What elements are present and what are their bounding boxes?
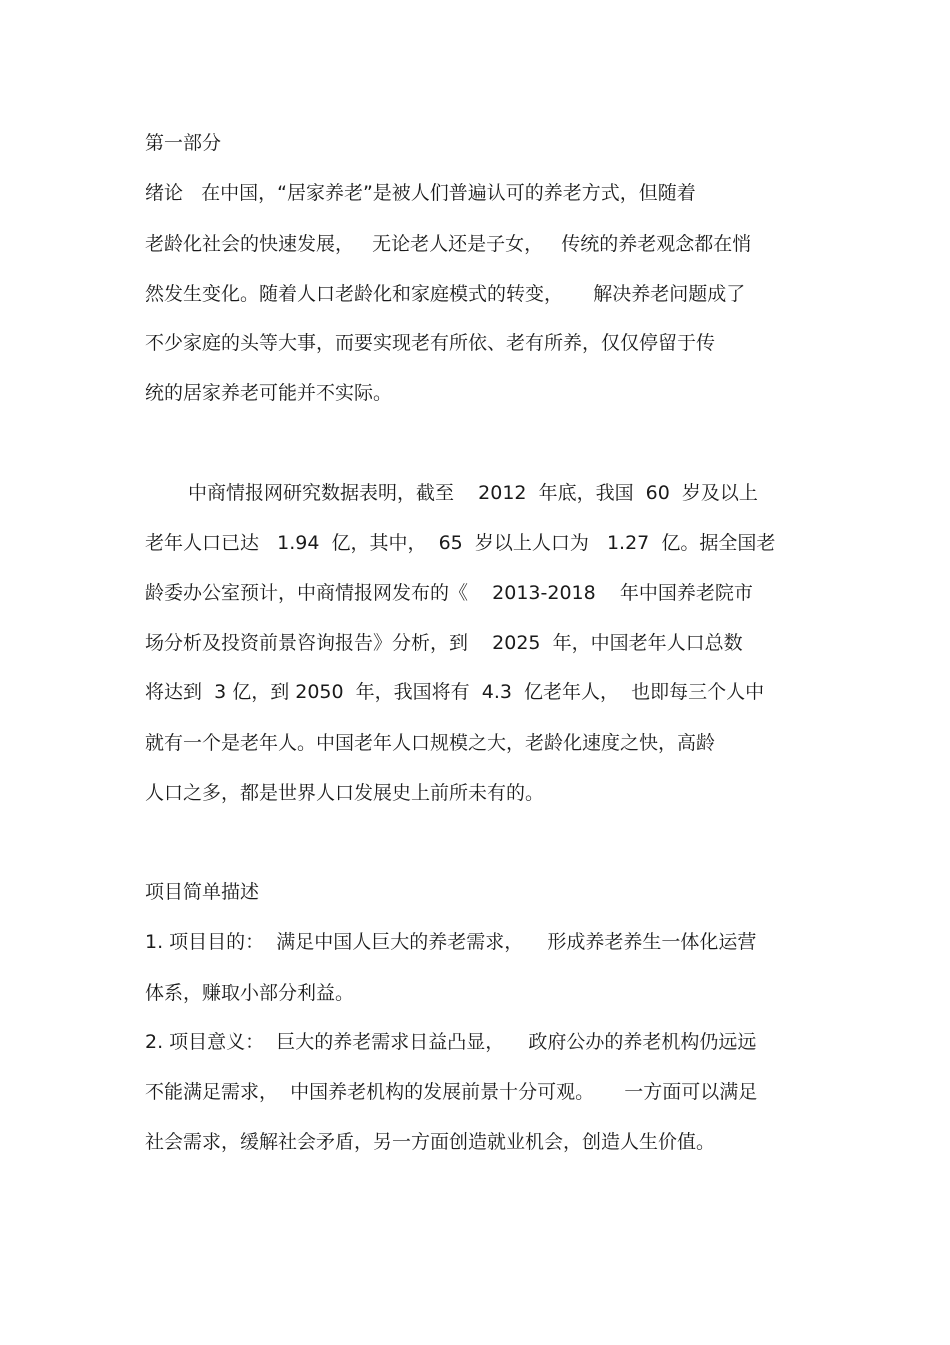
data-line-6: 就有一个是老年人。中国老年人口规模之大，老龄化速度之快，高龄 [145,732,716,754]
data-line-3: 龄委办公室预计，中商情报网发布的《 2013-2018 年中国养老院市 [145,582,753,604]
section-heading: 第一部分 [145,132,222,154]
intro-line-1: 绪论 在中国，“居家养老”是被人们普遍认可的养老方式，但随着 [145,182,696,204]
project-line-3: 2. 项目意义： 巨大的养老需求日益凸显， 政府公办的养老机构仍远远 [145,1031,757,1053]
project-line-4: 不能满足需求， 中国养老机构的发展前景十分可观。 一方面可以满足 [145,1081,758,1103]
intro-line-4: 不少家庭的头等大事，而要实现老有所依、老有所养，仅仅停留于传 [145,332,716,354]
project-line-1: 1. 项目目的： 满足中国人巨大的养老需求， 形成养老养生一体化运营 [145,931,757,953]
project-line-2: 体系，赚取小部分利益。 [145,982,355,1004]
data-line-5: 将达到 3 亿，到 2050 年，我国将有 4.3 亿老年人， 也即每三个人中 [145,681,765,703]
project-line-5: 社会需求，缓解社会矛盾，另一方面创造就业机会，创造人生价值。 [145,1131,716,1153]
project-heading: 项目简单描述 [145,881,260,903]
data-line-7: 人口之多，都是世界人口发展史上前所未有的。 [145,782,545,804]
intro-line-3: 然发生变化。随着人口老龄化和家庭模式的转变， 解决养老问题成了 [145,283,746,305]
intro-line-2: 老龄化社会的快速发展， 无论老人还是子女， 传统的养老观念都在悄 [145,233,752,255]
intro-line-5: 统的居家养老可能并不实际。 [145,382,393,404]
data-line-4: 场分析及投资前景咨询报告》分析，到 2025 年，中国老年人口总数 [145,632,743,654]
data-line-1: 中商情报网研究数据表明，截至 2012 年底，我国 60 岁及以上 [188,482,758,504]
data-line-2: 老年人口已达 1.94 亿，其中， 65 岁以上人口为 1.27 亿。据全国老 [145,532,776,554]
